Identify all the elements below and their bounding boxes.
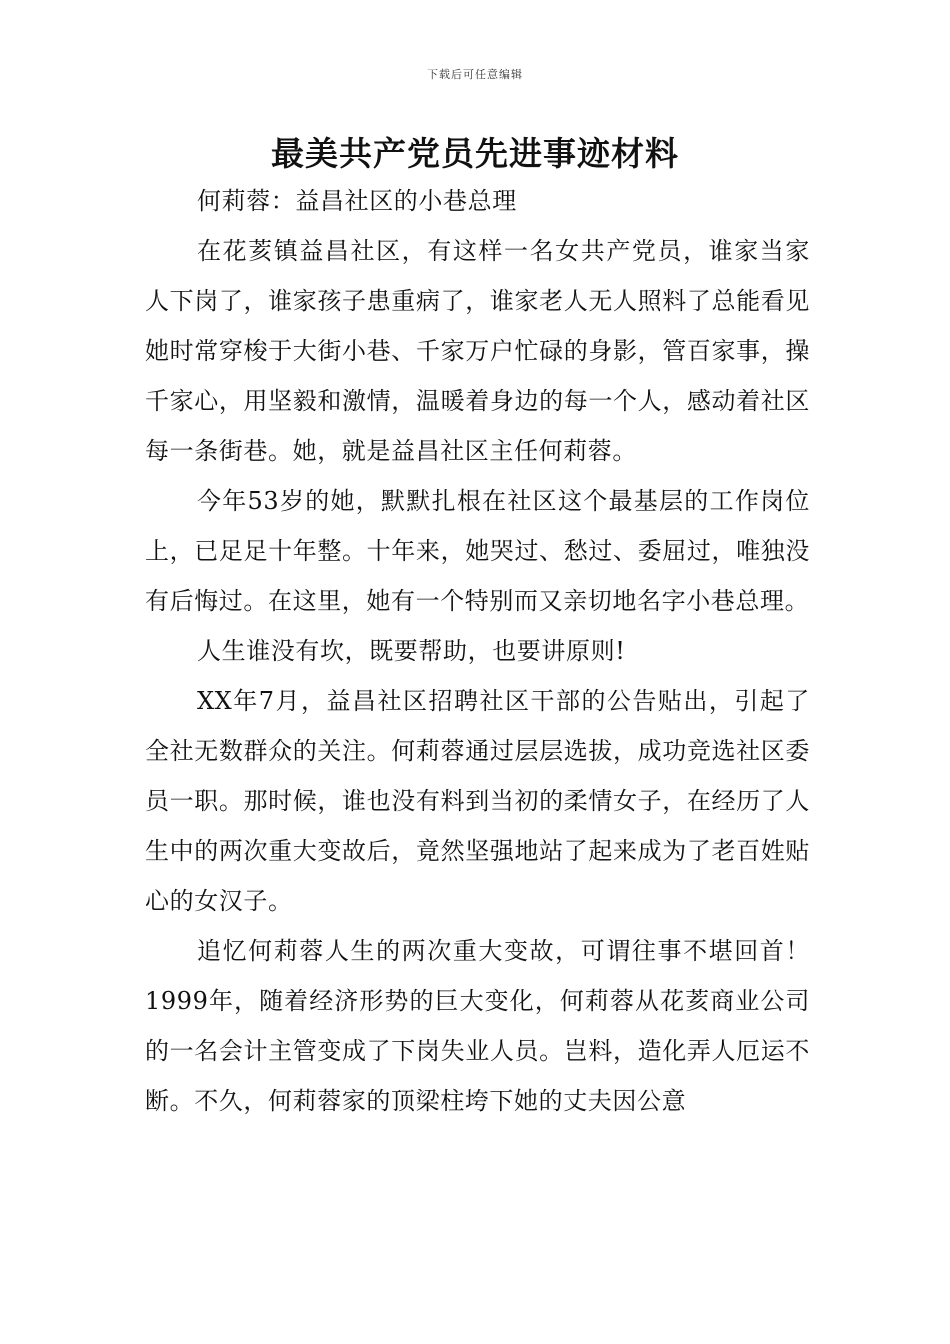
paragraph: 追忆何莉蓉人生的两次重大变故，可谓往事不堪回首！1999年，随着经济形势的巨大变化，何莉蓉从花荄商业公司的一名会计主管变成了下岗失业人员。岂料，造化弄人厄运不断。不久，何莉蓉家的顶梁柱垮下她的丈夫因公意 (145, 937, 810, 1115)
paragraph: XX年7月，益昌社区招聘社区干部的公告贴出，引起了全社无数群众的关注。何莉蓉通过层层选拔，成功竞选社区委员一职。那时候，谁也没有料到当初的柔情女子，在经历了人生中的两次重大变故后，竟然坚强地站了起来成为了老百姓贴心的女汉子。 (145, 687, 810, 915)
document-title: 最美共产党员先进事迹材料 (271, 134, 679, 173)
subtitle-paragraph: 何莉蓉：益昌社区的小巷总理 (197, 187, 517, 215)
paragraph: 在花荄镇益昌社区，有这样一名女共产党员，谁家当家人下岗了，谁家孩子患重病了，谁家老人无人照料了总能看见她时常穿梭于大街小巷、千家万户忙碌的身影，管百家事，操千家心，用坚毅和激情，温暖着身边的每一个人，感动着社区每一条街巷。她，就是益昌社区主任何莉蓉。 (145, 237, 810, 465)
section-heading-paragraph: 人生谁没有坎，既要帮助，也要讲原则! (197, 637, 626, 665)
paragraph: 今年53岁的她，默默扎根在社区这个最基层的工作岗位上，已足足十年整。十年来，她哭过、愁过、委屈过，唯独没有后悔过。在这里，她有一个特别而又亲切地名字小巷总理。 (145, 487, 810, 615)
header-note: 下载后可任意编辑 (427, 68, 523, 81)
document-body (145, 176, 810, 1126)
